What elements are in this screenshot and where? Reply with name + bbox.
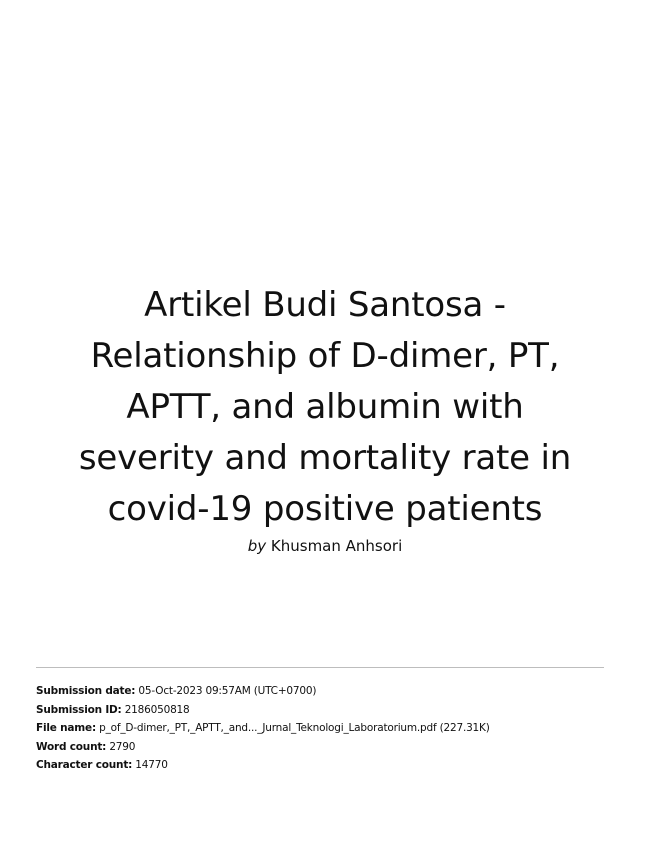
title-line: Artikel Budi Santosa - <box>144 285 506 325</box>
character-count-value: 14770 <box>135 759 168 771</box>
file-name-label: File name: <box>36 722 96 734</box>
author-name: Khusman Anhsori <box>270 537 403 555</box>
divider <box>36 667 604 668</box>
submission-id-label: Submission ID: <box>36 703 122 716</box>
submission-date-value: 05-Oct-2023 09:57AM (UTC+0700) <box>138 685 317 697</box>
author-byline <box>30 537 620 555</box>
word-count-row <box>36 738 616 757</box>
word-count-value: 2790 <box>109 740 136 753</box>
submission-date-row <box>36 682 616 701</box>
submission-id-value: 2186050818 <box>124 703 190 716</box>
title-line: Relationship of D-dimer, PT, <box>90 336 560 376</box>
document-title <box>30 280 620 535</box>
title-line: covid-19 positive patients <box>107 489 543 529</box>
submission-info <box>36 682 616 775</box>
title-line: APTT, and albumin with <box>126 387 524 427</box>
cover-title-block <box>30 280 620 555</box>
title-line: severity and mortality rate in <box>78 438 572 478</box>
submission-date-label: Submission date: <box>36 685 136 697</box>
byline-prefix: by <box>247 537 267 555</box>
file-name-value: p_of_D-dimer,_PT,_APTT,_and..._Jurnal_Teknologi_Laboratorium.pdf (227.31K) <box>99 722 490 734</box>
word-count-label: Word count: <box>36 740 107 753</box>
file-name-row <box>36 719 616 738</box>
character-count-row <box>36 756 616 775</box>
character-count-label: Character count: <box>36 759 133 771</box>
submission-id-row <box>36 701 616 720</box>
